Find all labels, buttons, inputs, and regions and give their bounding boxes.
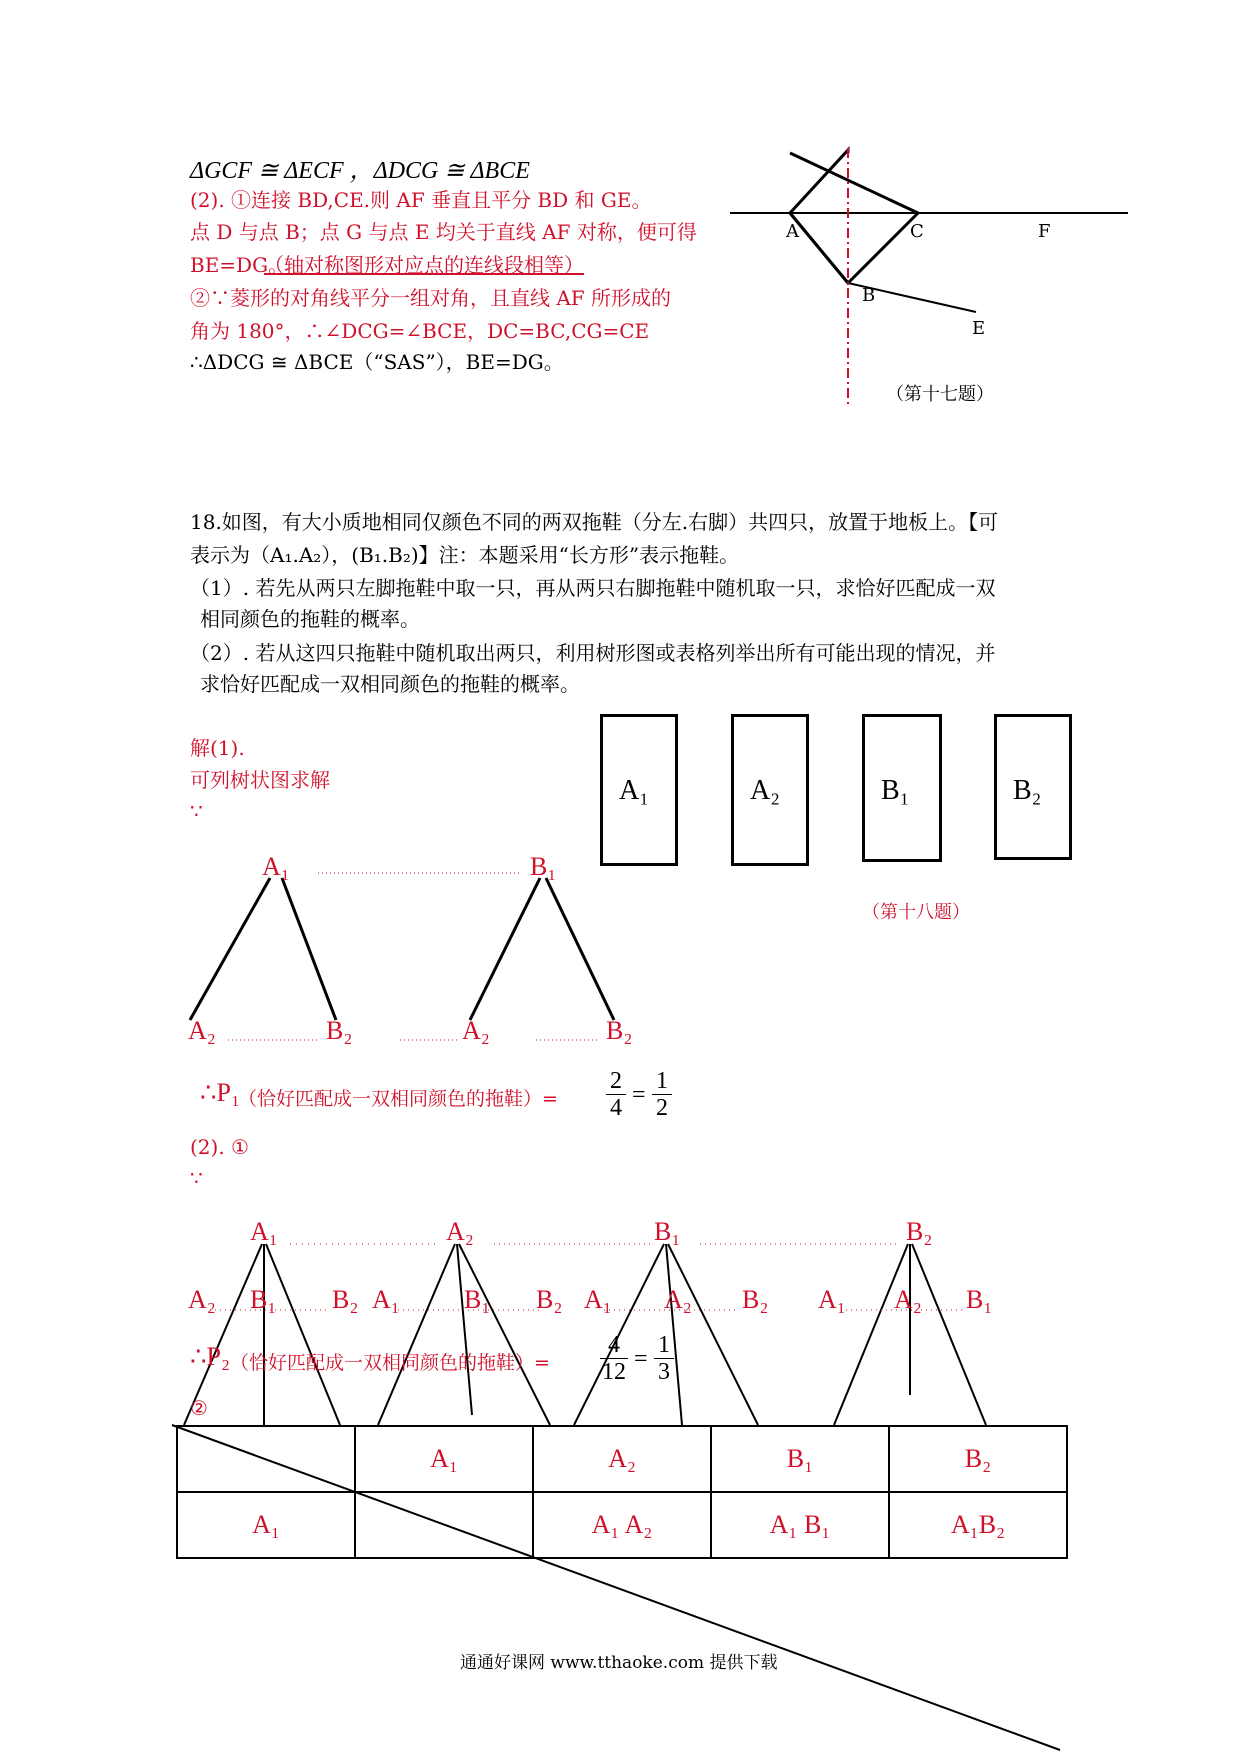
p18-line-4: 相同颜色的拖鞋的概率。 <box>200 607 420 631</box>
table-row <box>177 1492 1067 1558</box>
tree1-root-a1: A₁ <box>262 852 290 881</box>
p1-label: ∴P₁ <box>200 1078 241 1107</box>
p18-line-5: （2）. 若从这四只拖鞋中随机取出两只，利用树形图或表格列举出所有可能出现的情况，并 <box>190 641 996 665</box>
equals-sign: = <box>632 1082 646 1108</box>
tree2-root-b1: B₁ <box>654 1217 681 1246</box>
tree2-leaf: B₁ <box>250 1285 277 1314</box>
p17-line-5: ②∵菱形的对角线平分一组对角，且直线 AF 所形成的 <box>190 286 672 310</box>
p2-condition: （恰好匹配成一双相同颜色的拖鞋）= <box>230 1352 550 1374</box>
p2-fraction-1: 4 12 <box>602 1332 626 1385</box>
tree2-leaf: B₁ <box>464 1285 491 1314</box>
slipper-box-b2: B₂ <box>994 714 1072 860</box>
table-header-cell: A₁ <box>355 1426 533 1492</box>
tree2-root-b2: B₂ <box>906 1217 933 1246</box>
tree2-leaf: A₁ <box>818 1285 846 1314</box>
table-cell: A₁B₂ <box>889 1492 1067 1558</box>
p17-line-4b: （轴对称图形对应点的连线段相等） <box>264 253 584 277</box>
p17-line-3: 点 D 与点 B；点 G 与点 E 均关于直线 AF 对称，便可得 <box>190 220 697 244</box>
p17-line-2: (2). ①连接 BD,CE.则 AF 垂直且平分 BD 和 GE。 <box>190 188 652 212</box>
tree1-leaf-b2: B₂ <box>606 1016 633 1045</box>
tree2-leaf: A₁ <box>584 1285 612 1314</box>
table-header-cell: A₂ <box>533 1426 711 1492</box>
table-corner-cell <box>177 1426 355 1492</box>
p1-fraction-2: 1 2 <box>652 1068 672 1121</box>
p17-line-4a: BE=DG。 <box>190 253 289 277</box>
label-e: E <box>972 318 986 339</box>
tree2-leaf: A₂ <box>894 1285 922 1314</box>
table-row-header: A₁ <box>177 1492 355 1558</box>
label-a: A <box>786 221 799 242</box>
congruence-statement: ΔGCF ≅ ΔECF ，ΔDCG ≅ ΔBCE <box>190 158 530 184</box>
tree2-leaf: A₂ <box>664 1285 692 1314</box>
tree1-root-b1: B₁ <box>530 852 557 881</box>
tree2-root-a2: A₂ <box>446 1217 474 1246</box>
solution-1-subtitle: 可列树状图求解 <box>190 768 330 792</box>
solution-2b-title: ② <box>190 1396 208 1420</box>
tree1-leaf-a2: A₂ <box>462 1016 490 1045</box>
solution-1-title: 解(1). <box>190 736 245 760</box>
caption-18: （第十八题） <box>862 902 970 923</box>
solution-2-title: (2). ① <box>190 1135 249 1159</box>
slipper-box-b1: B₁ <box>862 714 942 862</box>
p1-fraction-1: 2 4 <box>606 1068 626 1121</box>
p1-condition: （恰好匹配成一双相同颜色的拖鞋）= <box>238 1088 558 1110</box>
p2-label: ∴P₂ <box>190 1342 231 1371</box>
tree2-leaf: B₂ <box>536 1285 563 1314</box>
slipper-box-a1: A₁ <box>600 714 678 866</box>
table-cell: A₁ B₁ <box>711 1492 889 1558</box>
p2-fraction-2: 1 3 <box>654 1332 674 1385</box>
outcome-table <box>176 1425 1068 1559</box>
table-header-row <box>177 1426 1067 1492</box>
caption-17: （第十七题） <box>886 384 994 405</box>
tree2-leaf: B₂ <box>742 1285 769 1314</box>
tree2-leaf: B₁ <box>966 1285 993 1314</box>
tree2-leaf: A₂ <box>188 1285 216 1314</box>
equals-sign: = <box>634 1346 648 1372</box>
because-symbol-1: ∵ <box>190 799 203 823</box>
label-b: B <box>862 285 876 306</box>
tree2-leaf: B₂ <box>332 1285 359 1314</box>
tree1-leaf-a2: A₂ <box>188 1016 216 1045</box>
table-cell: A₁ A₂ <box>533 1492 711 1558</box>
because-symbol-2: ∵ <box>190 1166 203 1190</box>
p18-line-1: 18.如图，有大小质地相同仅颜色不同的两双拖鞋（分左.右脚）共四只，放置于地板上。【可 <box>190 510 999 534</box>
tree2-leaf: A₁ <box>372 1285 400 1314</box>
tree1-leaf-b2: B₂ <box>326 1016 353 1045</box>
label-f: F <box>1038 221 1051 242</box>
p18-line-6: 求恰好匹配成一双相同颜色的拖鞋的概率。 <box>200 672 580 696</box>
p17-line-6: 角为 180°，∴∠DCG=∠BCE，DC=BC,CG=CE <box>190 319 650 343</box>
table-cell <box>355 1492 533 1558</box>
table-header-cell: B₁ <box>711 1426 889 1492</box>
label-c: C <box>910 221 924 242</box>
page-footer: 通通好课网 www.tthaoke.com 提供下载 <box>460 1653 778 1673</box>
table-header-cell: B₂ <box>889 1426 1067 1492</box>
slipper-box-a2: A₂ <box>731 714 809 866</box>
p17-line-7: ∴ΔDCG ≅ ΔBCE（“SAS”），BE=DG。 <box>190 350 564 374</box>
p18-line-2: 表示为（A₁.A₂），(B₁.B₂)】注：本题采用“长方形”表示拖鞋。 <box>190 543 740 567</box>
p18-line-3: （1）. 若先从两只左脚拖鞋中取一只，再从两只右脚拖鞋中随机取一只，求恰好匹配成一双 <box>190 576 996 600</box>
tree2-root-a1: A₁ <box>250 1217 278 1246</box>
